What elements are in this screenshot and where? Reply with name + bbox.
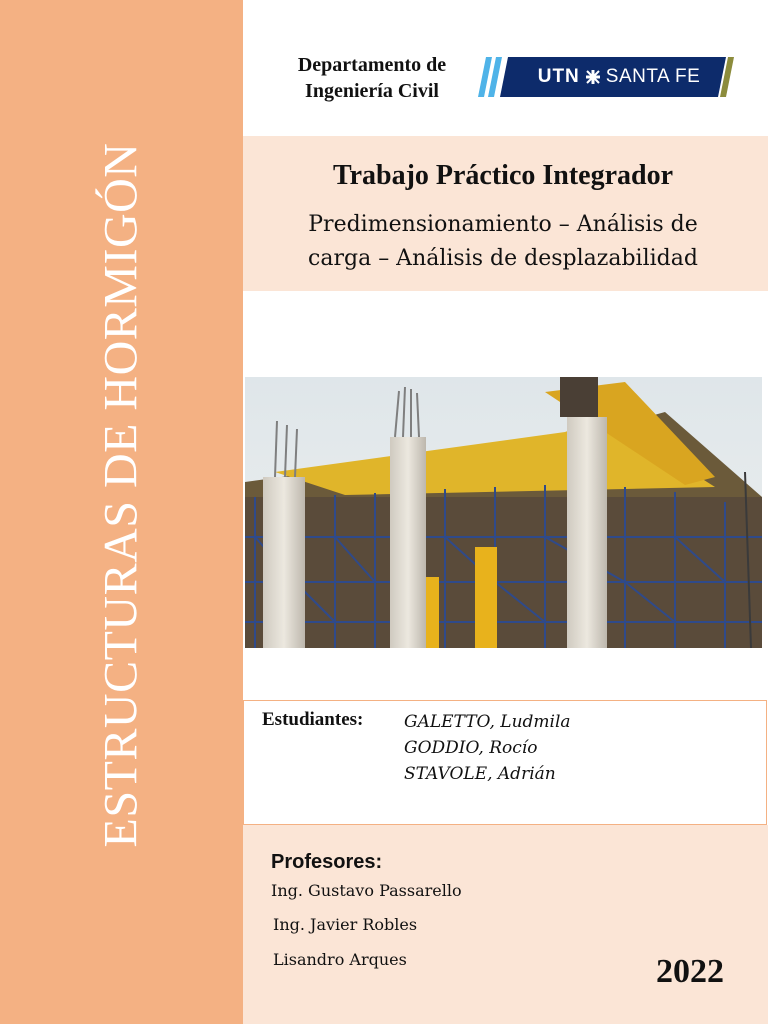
students-section bbox=[243, 700, 767, 825]
professor-name: Ing. Javier Robles bbox=[273, 915, 418, 934]
students-label: Estudiantes: bbox=[262, 709, 364, 730]
construction-illustration bbox=[245, 377, 762, 648]
logo-utn-text: UTN bbox=[537, 66, 580, 87]
document-title: Trabajo Práctico Integrador bbox=[332, 160, 674, 191]
utn-santa-fe-logo bbox=[478, 57, 734, 97]
student-name: STAVOLE, Adrián bbox=[404, 764, 556, 784]
professors-label: Profesores: bbox=[271, 851, 383, 873]
year: 2022 bbox=[656, 953, 724, 990]
construction-site-photo bbox=[245, 377, 762, 648]
course-title-vertical: ESTRUCTURAS DE HORMIGÓN bbox=[94, 142, 148, 848]
student-name: GALETTO, Ludmila bbox=[404, 712, 571, 732]
professor-name: Ing. Gustavo Passarello bbox=[271, 881, 462, 900]
logo-city-text: SANTA FE bbox=[605, 66, 701, 87]
professor-name: Lisandro Arques bbox=[273, 950, 407, 969]
department-name bbox=[262, 52, 482, 104]
document-subtitle bbox=[263, 208, 743, 276]
subtitle-line-2: carga – Análisis de desplazabilidad bbox=[308, 246, 698, 271]
department-line-1: Departamento de bbox=[297, 54, 447, 76]
professors-section bbox=[243, 825, 768, 1024]
department-line-2: Ingeniería Civil bbox=[305, 80, 439, 102]
cover-sidebar bbox=[0, 0, 243, 1024]
utn-emblem-icon bbox=[586, 70, 600, 84]
students-list bbox=[404, 709, 571, 787]
student-name: GODDIO, Rocío bbox=[404, 738, 538, 758]
title-band bbox=[243, 136, 768, 291]
logo-wordmark bbox=[514, 57, 724, 97]
subtitle-line-1: Predimensionamiento – Análisis de bbox=[308, 212, 698, 237]
